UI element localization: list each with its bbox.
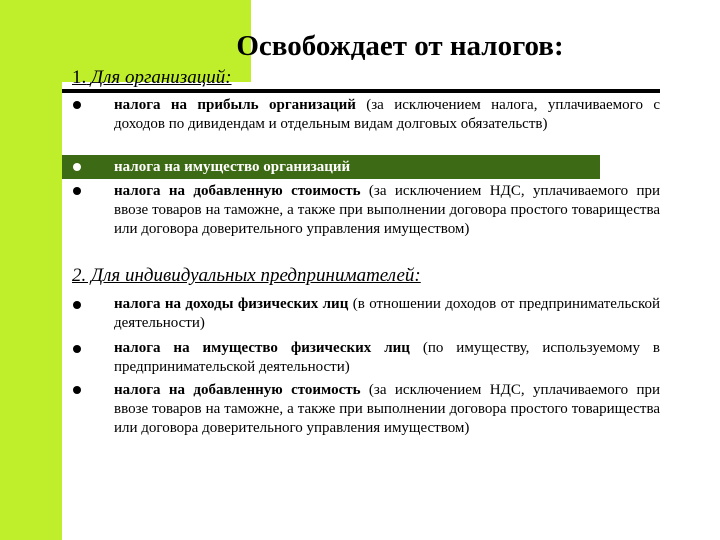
bullet-icon — [73, 345, 81, 353]
section-2-heading: 2. Для индивидуальных предпринимателей: — [72, 265, 421, 286]
bullet-icon — [73, 301, 81, 309]
tax-note: (по имуществу, используемому в предпринимательской деятельности) — [114, 340, 660, 375]
list-item — [114, 96, 660, 134]
tax-name: налога на имущество организаций — [114, 159, 351, 175]
bullet-icon — [73, 386, 81, 394]
section-1-heading-text: Для организаций: — [91, 67, 232, 88]
decorative-green-sidebar — [0, 82, 62, 540]
tax-name: налога на прибыль организаций — [114, 97, 356, 113]
list-item — [114, 295, 660, 333]
tax-name: налога на добавленную стоимость — [114, 183, 361, 199]
list-item — [114, 339, 660, 377]
title-divider — [62, 89, 660, 93]
tax-note: (за исключением налога, уплачиваемого с доходов по дивидендам и отдельным видам долговых обязательств) — [114, 97, 660, 132]
tax-name: налога на доходы физических лиц — [114, 296, 349, 312]
tax-note: (за исключением НДС, уплачиваемого при ввозе товаров на таможне, а также при выполнении договора простого товарищества или договора доверительного управления имуществом) — [114, 382, 660, 436]
tax-name: налога на имущество физических лиц — [114, 340, 410, 356]
section-1-heading — [72, 67, 232, 89]
list-item — [114, 182, 660, 239]
section-1-number: 1. — [72, 67, 87, 88]
tax-note: (в отношении доходов от предпринимательской деятельности) — [114, 296, 660, 331]
bullet-icon — [73, 163, 81, 171]
tax-name: налога на добавленную стоимость — [114, 382, 361, 398]
tax-note: (за исключением НДС, уплачиваемого при ввозе товаров на таможне, а также при выполнении договора простого товарищества или договора доверительного управления имуществом) — [114, 183, 660, 237]
list-item — [114, 158, 660, 177]
bullet-icon — [73, 187, 81, 195]
bullet-icon — [73, 101, 81, 109]
list-item — [114, 381, 660, 438]
page-title: Освобождает от налогов: — [236, 30, 564, 62]
